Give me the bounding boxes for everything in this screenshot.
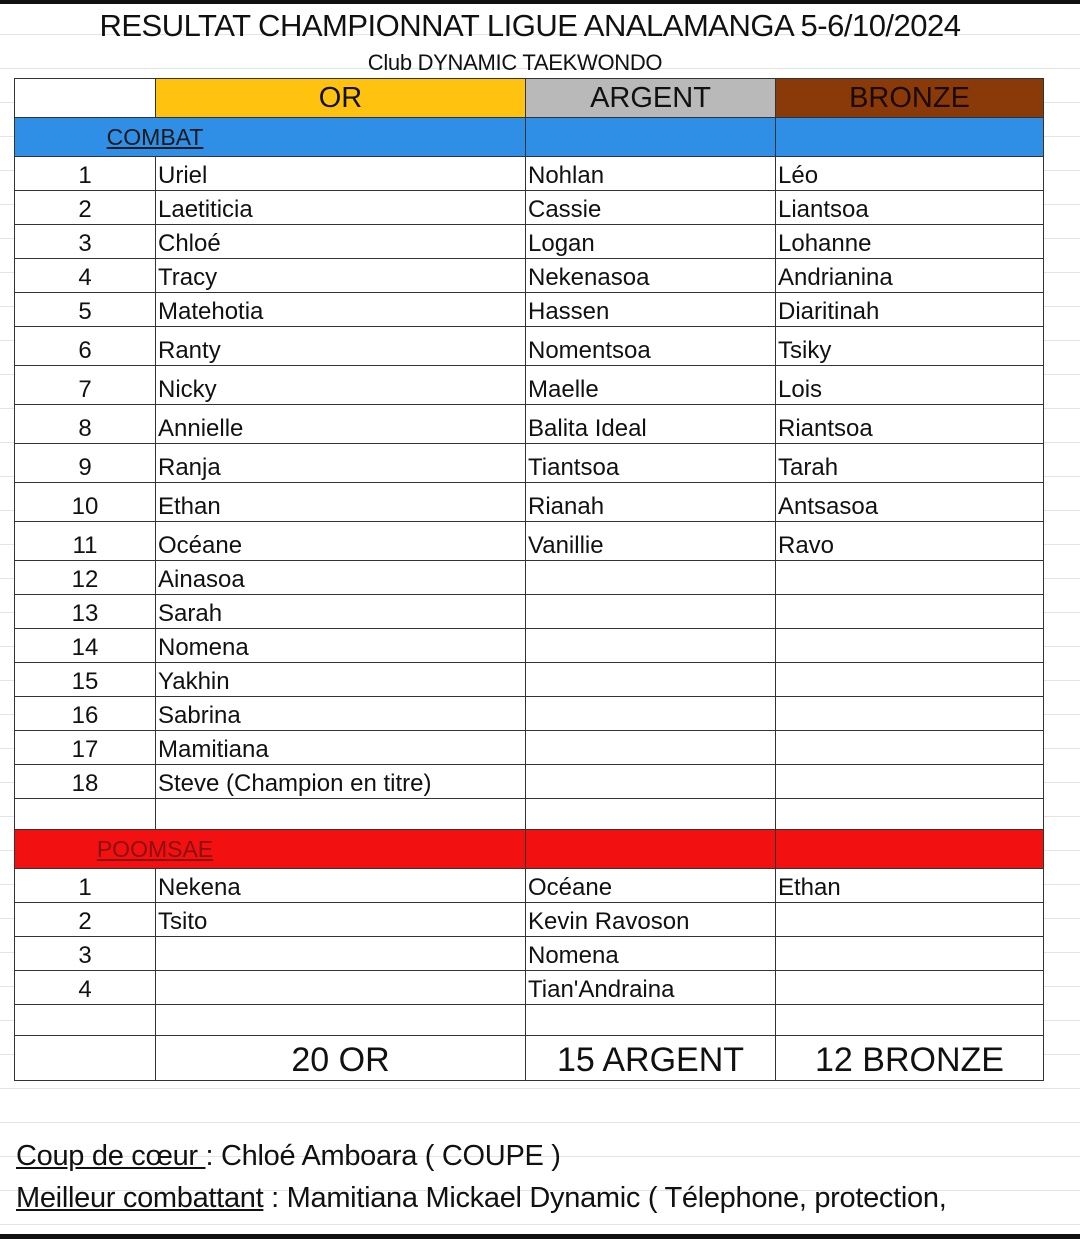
combat-row [15, 697, 1044, 731]
combat-bronze-cell: Andrianina [776, 259, 1044, 293]
meilleur-combattant-line [16, 1182, 946, 1215]
poomsae-bronze-cell: Ethan [776, 869, 1044, 903]
spacer-cell [776, 799, 1044, 830]
combat-rank-cell: 7 [15, 366, 156, 405]
combat-rank-cell: 3 [15, 225, 156, 259]
combat-row [15, 595, 1044, 629]
combat-bronze-cell: Ravo [776, 522, 1044, 561]
combat-fill-bronze [776, 118, 1044, 157]
combat-row [15, 327, 1044, 366]
spacer-cell [526, 1005, 776, 1036]
spacer-cell [156, 1005, 526, 1036]
total-or: 20 OR [156, 1036, 526, 1081]
combat-or-cell: Ranja [156, 444, 526, 483]
combat-argent-cell: Tiantsoa [526, 444, 776, 483]
combat-fill-argent [526, 118, 776, 157]
combat-row [15, 157, 1044, 191]
poomsae-label-cell [15, 830, 526, 869]
combat-bronze-cell: Tarah [776, 444, 1044, 483]
combat-argent-cell [526, 731, 776, 765]
combat-argent-cell [526, 765, 776, 799]
poomsae-rank-cell: 2 [15, 903, 156, 937]
combat-argent-cell: Nohlan [526, 157, 776, 191]
coup-de-coeur-text: : Chloé Amboara ( COUPE ) [205, 1140, 561, 1172]
combat-rank-cell: 1 [15, 157, 156, 191]
poomsae-row [15, 971, 1044, 1005]
header-argent: ARGENT [526, 79, 776, 118]
combat-row [15, 191, 1044, 225]
combat-row [15, 663, 1044, 697]
combat-label: COMBAT [106, 123, 204, 150]
combat-row [15, 483, 1044, 522]
combat-or-cell: Sarah [156, 595, 526, 629]
spacer-cell [156, 799, 526, 830]
combat-or-cell: Nomena [156, 629, 526, 663]
poomsae-row [15, 903, 1044, 937]
combat-rank-cell: 11 [15, 522, 156, 561]
poomsae-row [15, 937, 1044, 971]
spacer-cell [15, 799, 156, 830]
combat-or-cell: Uriel [156, 157, 526, 191]
combat-argent-cell [526, 561, 776, 595]
combat-argent-cell: Maelle [526, 366, 776, 405]
combat-argent-cell: Cassie [526, 191, 776, 225]
header-or: OR [156, 79, 526, 118]
combat-row [15, 522, 1044, 561]
combat-rank-cell: 9 [15, 444, 156, 483]
combat-argent-cell: Balita Ideal [526, 405, 776, 444]
combat-bronze-cell: Lohanne [776, 225, 1044, 259]
combat-or-cell: Matehotia [156, 293, 526, 327]
bottom-border [0, 1234, 1080, 1239]
combat-rank-cell: 4 [15, 259, 156, 293]
combat-or-cell: Océane [156, 522, 526, 561]
combat-bronze-cell: Liantsoa [776, 191, 1044, 225]
combat-argent-cell: Nekenasoa [526, 259, 776, 293]
club-subtitle: Club DYNAMIC TAEKWONDO [367, 50, 663, 75]
combat-or-cell: Nicky [156, 366, 526, 405]
combat-bronze-cell: Lois [776, 366, 1044, 405]
combat-or-cell: Ethan [156, 483, 526, 522]
poomsae-or-cell: Nekena [156, 869, 526, 903]
combat-rank-cell: 6 [15, 327, 156, 366]
totals-empty-cell [15, 1036, 156, 1081]
combat-rank-cell: 8 [15, 405, 156, 444]
poomsae-bronze-cell [776, 937, 1044, 971]
meilleur-combattant-label: Meilleur combattant [16, 1182, 264, 1214]
combat-bronze-cell: Léo [776, 157, 1044, 191]
total-argent: 15 ARGENT [526, 1036, 776, 1081]
combat-bronze-cell [776, 731, 1044, 765]
combat-or-cell: Annielle [156, 405, 526, 444]
combat-label-cell [15, 118, 526, 157]
combat-rank-cell: 12 [15, 561, 156, 595]
poomsae-rank-cell: 4 [15, 971, 156, 1005]
total-bronze: 12 BRONZE [776, 1036, 1044, 1081]
combat-rank-cell: 5 [15, 293, 156, 327]
combat-bronze-cell [776, 663, 1044, 697]
combat-argent-cell [526, 663, 776, 697]
combat-row [15, 731, 1044, 765]
results-table [14, 78, 1044, 1081]
combat-rank-cell: 13 [15, 595, 156, 629]
combat-rank-cell: 18 [15, 765, 156, 799]
combat-or-cell: Sabrina [156, 697, 526, 731]
combat-argent-cell [526, 595, 776, 629]
combat-row [15, 765, 1044, 799]
combat-section-row [15, 118, 1044, 157]
poomsae-bronze-cell [776, 971, 1044, 1005]
coup-de-coeur-label: Coup de cœur [16, 1140, 206, 1172]
combat-argent-cell: Logan [526, 225, 776, 259]
combat-or-cell: Tracy [156, 259, 526, 293]
combat-argent-cell [526, 629, 776, 663]
poomsae-section-row [15, 830, 1044, 869]
combat-row [15, 293, 1044, 327]
spacer-row [15, 1005, 1044, 1036]
poomsae-argent-cell: Océane [526, 869, 776, 903]
combat-or-cell: Ranty [156, 327, 526, 366]
combat-bronze-cell [776, 595, 1044, 629]
poomsae-or-cell [156, 971, 526, 1005]
poomsae-label: POOMSAE [96, 835, 214, 862]
combat-argent-cell: Rianah [526, 483, 776, 522]
combat-row [15, 259, 1044, 293]
combat-bronze-cell [776, 765, 1044, 799]
poomsae-argent-cell: Kevin Ravoson [526, 903, 776, 937]
coup-de-coeur-line [16, 1140, 561, 1173]
poomsae-rank-cell: 1 [15, 869, 156, 903]
combat-rank-cell: 16 [15, 697, 156, 731]
combat-argent-cell [526, 697, 776, 731]
totals-row [15, 1036, 1044, 1081]
combat-or-cell: Steve (Champion en titre) [156, 765, 526, 799]
combat-row [15, 366, 1044, 405]
poomsae-rank-cell: 3 [15, 937, 156, 971]
poomsae-bronze-cell [776, 903, 1044, 937]
combat-row [15, 561, 1044, 595]
combat-rank-cell: 2 [15, 191, 156, 225]
spacer-cell [526, 799, 776, 830]
combat-bronze-cell: Diaritinah [776, 293, 1044, 327]
poomsae-row [15, 869, 1044, 903]
combat-bronze-cell [776, 561, 1044, 595]
combat-row [15, 629, 1044, 663]
poomsae-argent-cell: Nomena [526, 937, 776, 971]
poomsae-or-cell: Tsito [156, 903, 526, 937]
combat-rank-cell: 10 [15, 483, 156, 522]
combat-or-cell: Mamitiana [156, 731, 526, 765]
combat-bronze-cell [776, 629, 1044, 663]
combat-bronze-cell: Riantsoa [776, 405, 1044, 444]
poomsae-fill-argent [526, 830, 776, 869]
combat-rank-cell: 17 [15, 731, 156, 765]
poomsae-argent-cell: Tian'Andraina [526, 971, 776, 1005]
combat-or-cell: Ainasoa [156, 561, 526, 595]
header-bronze: BRONZE [776, 79, 1044, 118]
combat-or-cell: Yakhin [156, 663, 526, 697]
combat-row [15, 444, 1044, 483]
top-border [0, 0, 1080, 4]
combat-argent-cell: Vanillie [526, 522, 776, 561]
combat-bronze-cell: Tsiky [776, 327, 1044, 366]
spacer-cell [15, 1005, 156, 1036]
poomsae-or-cell [156, 937, 526, 971]
header-empty-cell [15, 79, 156, 118]
poomsae-fill-bronze [776, 830, 1044, 869]
combat-row [15, 405, 1044, 444]
combat-rank-cell: 15 [15, 663, 156, 697]
combat-argent-cell: Hassen [526, 293, 776, 327]
page-title: RESULTAT CHAMPIONNAT LIGUE ANALAMANGA 5-6/10/2024 [99, 8, 961, 43]
combat-row [15, 225, 1044, 259]
medal-header-row [15, 79, 1044, 118]
meilleur-combattant-text: : Mamitiana Mickael Dynamic ( Télephone, protection, [263, 1182, 947, 1214]
combat-or-cell: Laetiticia [156, 191, 526, 225]
combat-bronze-cell: Antsasoa [776, 483, 1044, 522]
spacer-cell [776, 1005, 1044, 1036]
combat-argent-cell: Nomentsoa [526, 327, 776, 366]
combat-bronze-cell [776, 697, 1044, 731]
spacer-row [15, 799, 1044, 830]
combat-or-cell: Chloé [156, 225, 526, 259]
combat-rank-cell: 14 [15, 629, 156, 663]
